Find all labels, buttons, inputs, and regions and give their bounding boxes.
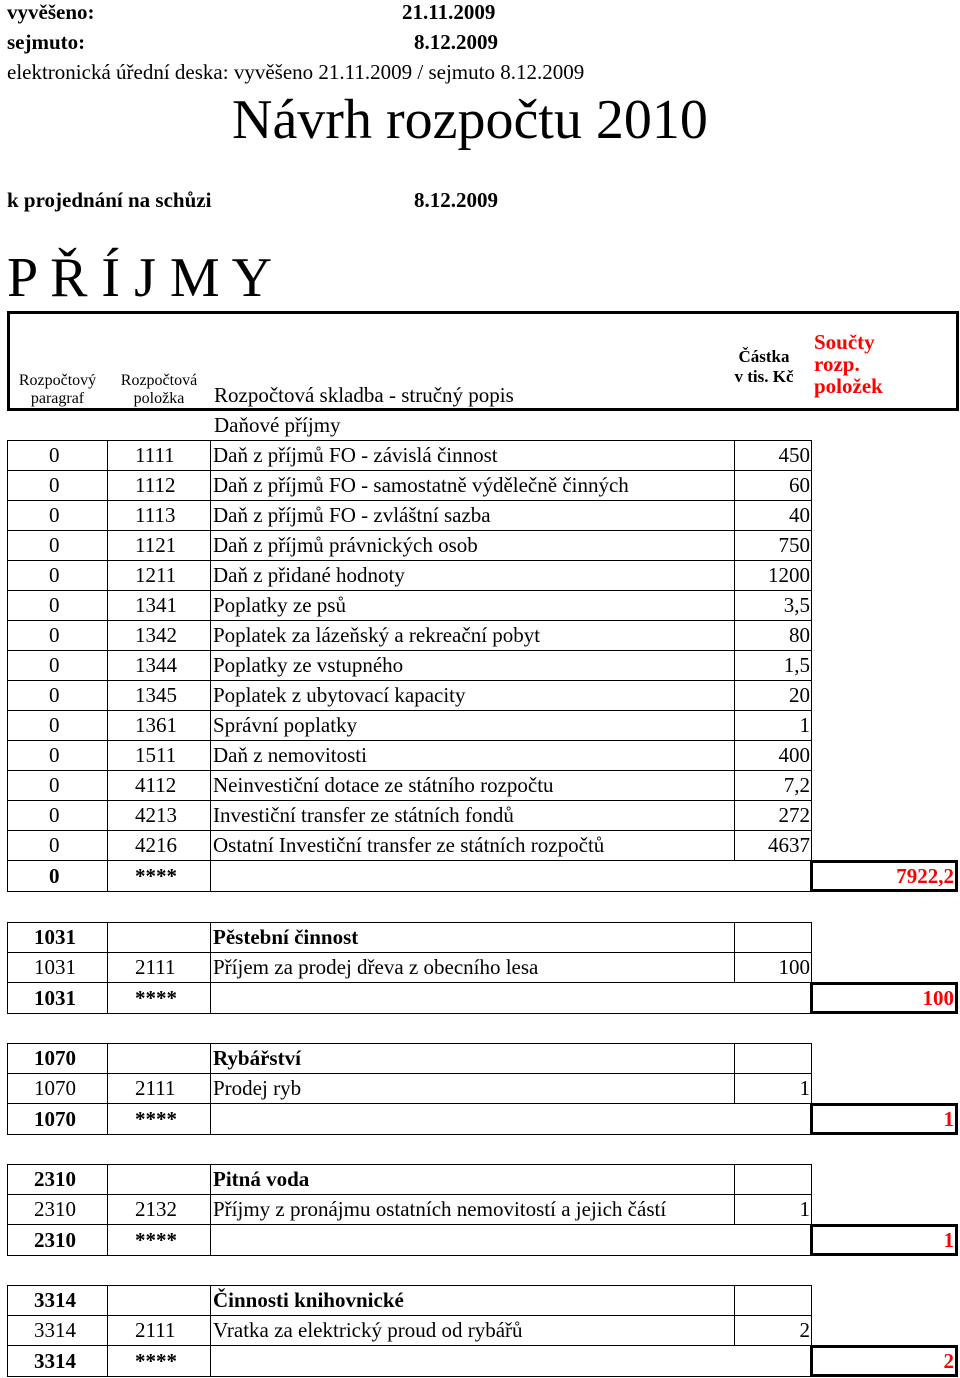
electronic-board-note: elektronická úřední deska: vyvěšeno 21.11.2009 / sejmuto 8.12.2009 bbox=[7, 60, 585, 84]
row-polozka: 1121 bbox=[135, 533, 177, 557]
grid-cell-total-blank bbox=[210, 1103, 811, 1135]
total-sum: 2 bbox=[943, 1349, 954, 1373]
row-amount: 40 bbox=[789, 503, 810, 527]
row-description: Daň z přidané hodnoty bbox=[213, 563, 405, 587]
row-paragraf: 0 bbox=[49, 593, 60, 617]
row-polozka: 2111 bbox=[135, 1318, 176, 1342]
row-paragraf: 0 bbox=[49, 623, 60, 647]
row-description: Daň z příjmů FO - samostatně výdělečně činných bbox=[213, 473, 629, 497]
grid-cell-amount bbox=[734, 1285, 812, 1316]
row-polozka: 1511 bbox=[135, 743, 177, 767]
row-description: Příjmy z pronájmu ostatních nemovitostí a jejich částí bbox=[213, 1197, 667, 1221]
row-polozka: 1111 bbox=[135, 443, 175, 467]
row-amount: 450 bbox=[778, 443, 810, 467]
section-name: Rybářství bbox=[213, 1046, 301, 1070]
grid-cell-total-blank bbox=[210, 1345, 811, 1377]
column-amount-line2: v tis. Kč bbox=[734, 367, 794, 386]
row-polozka: 1113 bbox=[135, 503, 176, 527]
total-polozka: **** bbox=[135, 1228, 177, 1252]
total-paragraf: 3314 bbox=[34, 1349, 76, 1373]
row-paragraf: 0 bbox=[49, 713, 60, 737]
row-amount: 272 bbox=[778, 803, 810, 827]
removed-label: sejmuto: bbox=[7, 30, 86, 54]
total-paragraf: 0 bbox=[49, 864, 60, 888]
row-description: Příjem za prodej dřeva z obecního lesa bbox=[213, 955, 539, 979]
grid-cell-polozka bbox=[107, 1285, 211, 1316]
column-sums-line3: položek bbox=[814, 374, 883, 398]
row-polozka: 4112 bbox=[135, 773, 177, 797]
section-name: Pěstební činnost bbox=[213, 925, 359, 949]
column-description-header: Rozpočtová skladba - stručný popis bbox=[214, 383, 514, 407]
row-polozka: 2132 bbox=[135, 1197, 177, 1221]
row-paragraf: 1031 bbox=[34, 955, 76, 979]
section-paragraf: 3314 bbox=[34, 1288, 76, 1312]
total-paragraf: 1070 bbox=[34, 1107, 76, 1131]
section-paragraf: 1031 bbox=[34, 925, 76, 949]
posted-label: vyvěšeno: bbox=[7, 0, 95, 24]
total-sum: 1 bbox=[943, 1228, 954, 1252]
total-polozka: **** bbox=[135, 1349, 177, 1373]
row-amount: 750 bbox=[778, 533, 810, 557]
row-amount: 80 bbox=[789, 623, 810, 647]
row-paragraf: 2310 bbox=[34, 1197, 76, 1221]
row-amount: 1 bbox=[799, 713, 810, 737]
row-paragraf: 0 bbox=[49, 743, 60, 767]
row-paragraf: 0 bbox=[49, 683, 60, 707]
column-paragraf-line2: paragraf bbox=[30, 390, 85, 407]
row-description: Poplatek za lázeňský a rekreační pobyt bbox=[213, 623, 541, 647]
grid-cell-polozka bbox=[107, 1164, 211, 1195]
row-amount: 60 bbox=[789, 473, 810, 497]
row-paragraf: 0 bbox=[49, 503, 60, 527]
row-paragraf: 0 bbox=[49, 443, 60, 467]
grid-cell-amount bbox=[734, 922, 812, 953]
section-paragraf: 2310 bbox=[34, 1167, 76, 1191]
meeting-label: k projednání na schůzi bbox=[7, 188, 212, 212]
row-amount: 1200 bbox=[768, 563, 810, 587]
row-description: Daň z příjmů FO - závislá činnost bbox=[213, 443, 498, 467]
column-paragraf-header bbox=[10, 372, 105, 408]
row-paragraf: 0 bbox=[49, 533, 60, 557]
grid-cell-amount bbox=[734, 1164, 812, 1195]
grid-cell-polozka bbox=[107, 1043, 211, 1074]
row-polozka: 1341 bbox=[135, 593, 177, 617]
column-polozka-line1: Rozpočtová bbox=[120, 372, 198, 389]
row-paragraf: 0 bbox=[49, 653, 60, 677]
grid-cell-amount bbox=[734, 1043, 812, 1074]
row-paragraf: 0 bbox=[49, 833, 60, 857]
row-description: Daň z příjmů FO - zvláštní sazba bbox=[213, 503, 491, 527]
total-sum: 1 bbox=[943, 1107, 954, 1131]
row-amount: 400 bbox=[778, 743, 810, 767]
section-name: Činnosti knihovnické bbox=[213, 1288, 404, 1312]
column-sums-line1: Součty bbox=[814, 330, 875, 354]
row-paragraf: 0 bbox=[49, 563, 60, 587]
row-description: Poplatky ze vstupného bbox=[213, 653, 404, 677]
row-paragraf: 0 bbox=[49, 773, 60, 797]
tax-group-label: Daňové příjmy bbox=[214, 413, 341, 437]
row-paragraf: 0 bbox=[49, 803, 60, 827]
meeting-date: 8.12.2009 bbox=[414, 188, 498, 212]
row-amount: 1 bbox=[799, 1197, 810, 1221]
total-paragraf: 1031 bbox=[34, 986, 76, 1010]
row-polozka: 1342 bbox=[135, 623, 177, 647]
grid-cell-total-blank bbox=[210, 860, 811, 892]
total-paragraf: 2310 bbox=[34, 1228, 76, 1252]
column-paragraf-line1: Rozpočtový bbox=[18, 372, 97, 389]
removed-date: 8.12.2009 bbox=[414, 30, 498, 54]
row-paragraf: 1070 bbox=[34, 1076, 76, 1100]
total-polozka: **** bbox=[135, 864, 177, 888]
row-polozka: 4213 bbox=[135, 803, 177, 827]
row-amount: 7,2 bbox=[783, 773, 810, 797]
section-paragraf: 1070 bbox=[34, 1046, 76, 1070]
row-amount: 2 bbox=[799, 1318, 810, 1342]
column-polozka-header bbox=[108, 372, 210, 408]
section-name: Pitná voda bbox=[213, 1167, 310, 1191]
row-polozka: 1211 bbox=[135, 563, 177, 587]
row-description: Ostatní Investiční transfer ze státních rozpočtů bbox=[213, 833, 605, 857]
grid-cell-total-blank bbox=[210, 1224, 811, 1256]
row-polozka: 4216 bbox=[135, 833, 177, 857]
grid-cell-polozka bbox=[107, 922, 211, 953]
row-paragraf: 0 bbox=[49, 473, 60, 497]
section-title: P Ř Í J M Y bbox=[7, 247, 273, 309]
page-title: Návrh rozpočtu 2010 bbox=[232, 89, 708, 151]
column-amount-header bbox=[734, 347, 794, 387]
row-polozka: 1112 bbox=[135, 473, 176, 497]
total-polozka: **** bbox=[135, 1107, 177, 1131]
row-description: Neinvestiční dotace ze státního rozpočtu bbox=[213, 773, 554, 797]
row-description: Prodej ryb bbox=[213, 1076, 302, 1100]
row-amount: 20 bbox=[789, 683, 810, 707]
row-polozka: 1345 bbox=[135, 683, 177, 707]
row-description: Daň z příjmů právnických osob bbox=[213, 533, 478, 557]
row-polozka: 1344 bbox=[135, 653, 177, 677]
row-polozka: 2111 bbox=[135, 955, 176, 979]
row-polozka: 2111 bbox=[135, 1076, 176, 1100]
posted-date: 21.11.2009 bbox=[402, 0, 496, 24]
row-description: Daň z nemovitosti bbox=[213, 743, 367, 767]
row-description: Správní poplatky bbox=[213, 713, 358, 737]
row-paragraf: 3314 bbox=[34, 1318, 76, 1342]
row-amount: 4637 bbox=[768, 833, 810, 857]
row-amount: 1 bbox=[799, 1076, 810, 1100]
grid-cell-total-blank bbox=[210, 982, 811, 1014]
row-description: Poplatek z ubytovací kapacity bbox=[213, 683, 466, 707]
row-amount: 3,5 bbox=[783, 593, 810, 617]
row-description: Investiční transfer ze státních fondů bbox=[213, 803, 514, 827]
row-amount: 100 bbox=[778, 955, 810, 979]
row-amount: 1,5 bbox=[783, 653, 810, 677]
column-polozka-line2: položka bbox=[133, 390, 185, 407]
row-description: Vratka za elektrický proud od rybářů bbox=[213, 1318, 523, 1342]
total-polozka: **** bbox=[135, 986, 177, 1010]
row-polozka: 1361 bbox=[135, 713, 177, 737]
column-sums-header bbox=[814, 331, 883, 397]
row-description: Poplatky ze psů bbox=[213, 593, 346, 617]
total-sum: 7922,2 bbox=[896, 864, 954, 888]
total-sum: 100 bbox=[922, 986, 954, 1010]
column-amount-line1: Částka bbox=[738, 347, 790, 366]
column-sums-line2: rozp. bbox=[814, 352, 860, 376]
